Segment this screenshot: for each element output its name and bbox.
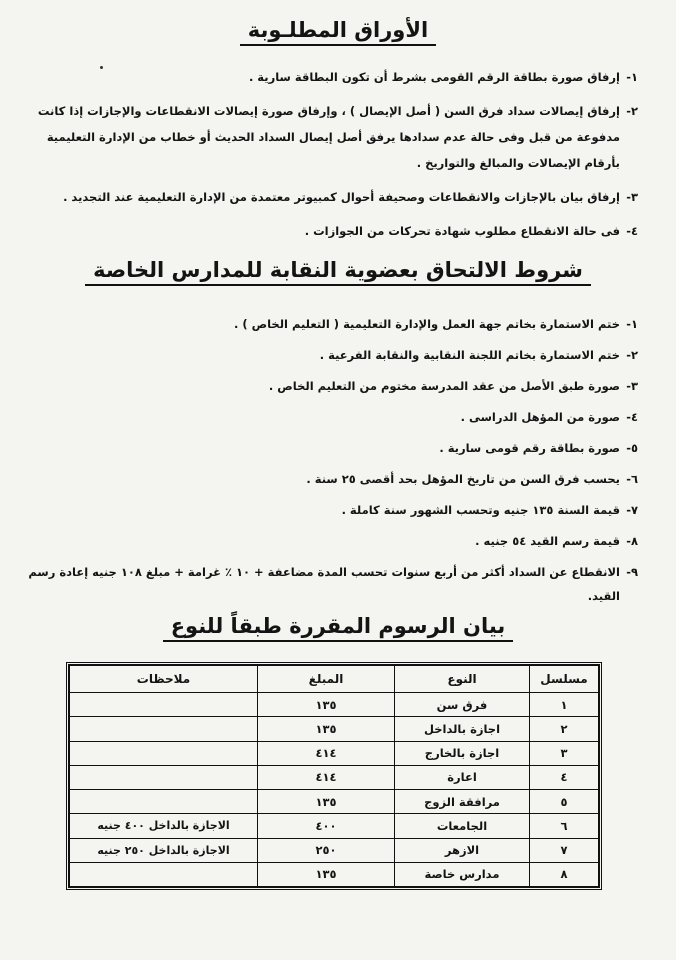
fees-table [66, 662, 602, 890]
table-row [70, 741, 599, 765]
table-row [70, 814, 599, 838]
cell-serial: ٧ [530, 838, 599, 862]
cell-serial: ١ [530, 693, 599, 717]
list-item: ١- إرفاق صورة بطاقة الرقم القومى بشرط أن تكون البطاقة سارية . [248, 70, 638, 84]
column-header-serial: مسلسل [530, 666, 599, 693]
cell-amount: ٢٥٠ [258, 838, 395, 862]
list-item: ٤- صورة من المؤهل الدراسى . [460, 410, 638, 424]
list-item: ٨- قيمة رسم القيد ٥٤ جنيه . [475, 534, 638, 548]
column-header-type: النوع [395, 666, 530, 693]
cell-amount: ٤٠٠ [258, 814, 395, 838]
cell-serial: ٤ [530, 765, 599, 789]
cell-notes [70, 765, 258, 789]
required-papers-title: الأوراق المطلـوبة [0, 18, 676, 42]
required-papers-list [28, 64, 638, 252]
table-row [70, 765, 599, 789]
cell-notes [70, 790, 258, 814]
table-row [70, 717, 599, 741]
cell-amount: ٤١٤ [258, 741, 395, 765]
cell-type: اجازة بالداخل [395, 717, 530, 741]
list-item: ٧- قيمة السنة ١٣٥ جنيه وتحسب الشهور سنة كاملة . [341, 503, 638, 517]
table-header-row [70, 666, 599, 693]
cell-notes [70, 717, 258, 741]
cell-amount: ١٣٥ [258, 717, 395, 741]
cell-serial: ٣ [530, 741, 599, 765]
table-row [70, 693, 599, 717]
table-row [70, 862, 599, 886]
list-item: ٦- يحسب فرق السن من تاريخ المؤهل بحد أقصى ٢٥ سنة . [306, 472, 638, 486]
cell-serial: ٨ [530, 862, 599, 886]
cell-type: فرق سن [395, 693, 530, 717]
column-header-amount: المبلغ [258, 666, 395, 693]
cell-notes [70, 862, 258, 886]
cell-notes [70, 693, 258, 717]
cell-amount: ١٣٥ [258, 862, 395, 886]
cell-serial: ٦ [530, 814, 599, 838]
list-item: ٣- صورة طبق الأصل من عقد المدرسة مختوم من التعليم الخاص . [268, 379, 638, 393]
list-item: ١- ختم الاستمارة بخاتم جهة العمل والإدارة التعليمية ( التعليم الخاص ) . [233, 317, 638, 331]
list-item: ٢- ختم الاستمارة بخاتم اللجنة النقابية والنقابة الفرعية . [319, 348, 638, 362]
cell-serial: ٥ [530, 790, 599, 814]
list-item: ٣- إرفاق بيان بالإجازات والانقطاعات وصحيفة أحوال كمبيوتر معتمدة من الإدارة التعليمية عند التجديد . [63, 190, 638, 204]
cell-type: اعارة [395, 765, 530, 789]
cell-type: مدارس خاصة [395, 862, 530, 886]
cell-notes: الاجازة بالداخل ٢٥٠ جنيه [70, 838, 258, 862]
cell-type: الازهر [395, 838, 530, 862]
list-item: ٤- فى حالة الانقطاع مطلوب شهادة تحركات من الجوازات . [304, 224, 638, 238]
cell-notes: الاجازة بالداخل ٤٠٠ جنيه [70, 814, 258, 838]
list-item: ٥- صورة بطاقة رقم قومى سارية . [439, 441, 638, 455]
cell-type: الجامعات [395, 814, 530, 838]
membership-conditions-list [28, 312, 638, 603]
cell-amount: ١٣٥ [258, 790, 395, 814]
cell-type: مرافقة الزوج [395, 790, 530, 814]
list-item: ٩- الانقطاع عن السداد أكثر من أربع سنوات تحسب المدة مضاعفة + ١٠ ٪ غرامة + مبلغ ١٠٨ جنيه إعادة رسم القيد. [28, 565, 638, 603]
column-header-notes: ملاحظات [70, 666, 258, 693]
cell-notes [70, 741, 258, 765]
table-row [70, 838, 599, 862]
cell-amount: ١٣٥ [258, 693, 395, 717]
cell-amount: ٤١٤ [258, 765, 395, 789]
table-row [70, 790, 599, 814]
cell-serial: ٢ [530, 717, 599, 741]
cell-type: اجازة بالخارج [395, 741, 530, 765]
membership-conditions-title: شروط الالتحاق بعضوية النقابة للمدارس الخاصة [0, 258, 676, 282]
list-item: ٢- إرفاق إيصالات سداد فرق السن ( أصل الإيصال ) ، وإرفاق صورة إيصالات الانقطاعات والإجازات إذا كانت مدفوعة من قبل وفى حالة عدم سدادها يرفق أصل إيصال السداد الحديث أو خطاب من الإدارة التعليمية بأرقام الإيصالات والمبالغ والتواريخ . [37, 104, 638, 170]
fees-table-title: بيان الرسوم المقررة طبقاً للنوع [0, 614, 676, 638]
